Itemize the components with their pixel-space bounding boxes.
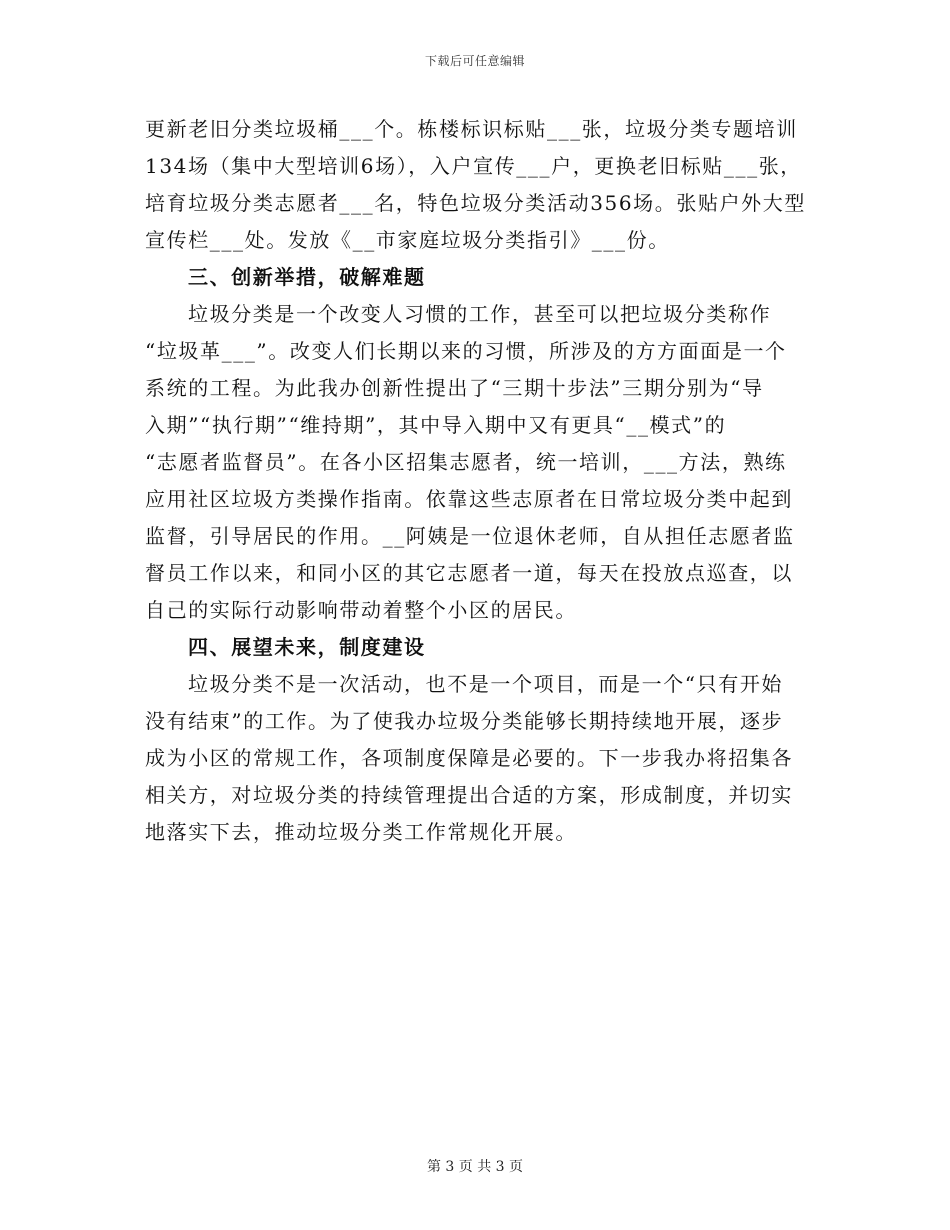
section-heading-4: 四、展望未来，制度建设 bbox=[188, 635, 426, 659]
body-line: 更新老旧分类垃圾桶___个。栋楼标识标贴___张，垃圾分类专题培训 bbox=[145, 117, 798, 141]
body-line: 培育垃圾分类志愿者___名，特色垃圾分类活动356场。张贴户外大型 bbox=[145, 191, 806, 215]
body-line: 宣传栏___处。发放《__市家庭垃圾分类指引》___份。 bbox=[145, 228, 670, 252]
body-line: 没有结束”的工作。为了使我办垃圾分类能够长期持续地开展，逐步 bbox=[145, 709, 784, 733]
body-line: 地落实下去，推动垃圾分类工作常规化开展。 bbox=[145, 820, 577, 844]
body-line: “志愿者监督员”。在各小区招集志愿者，统一培训，___方法，熟练 bbox=[145, 450, 787, 474]
section-heading-3: 三、创新举措，破解难题 bbox=[188, 265, 426, 289]
paragraph-first-line: 垃圾分类不是一次活动，也不是一个项目，而是一个“只有开始 bbox=[188, 672, 784, 696]
body-line: 134场（集中大型培训6场），入户宣传___户，更换老旧标贴___张， bbox=[145, 154, 802, 178]
body-line: “垃圾革___”。改变人们长期以来的习惯，所涉及的方方面面是一个 bbox=[145, 339, 787, 363]
body-line: 系统的工程。为此我办创新性提出了“三期十步法”三期分别为“导 bbox=[145, 376, 764, 400]
body-line: 成为小区的常规工作，各项制度保障是必要的。下一步我办将招集各 bbox=[145, 746, 793, 770]
page-number: 第 3 页 共 3 页 bbox=[426, 1159, 524, 1175]
body-line: 应用社区垃圾方类操作指南。依靠这些志原者在日常垃圾分类中起到 bbox=[145, 487, 793, 511]
body-line: 督员工作以来，和同小区的其它志愿者一道，每天在投放点巡查，以 bbox=[145, 561, 793, 585]
document-body bbox=[145, 111, 811, 851]
body-line: 自己的实际行动影响带动着整个小区的居民。 bbox=[145, 598, 577, 622]
page-header: 下载后可任意编辑 bbox=[424, 54, 525, 68]
paragraph-first-line: 垃圾分类是一个改变人习惯的工作，甚至可以把垃圾分类称作 bbox=[188, 302, 772, 326]
body-line: 相关方，对垃圾分类的持续管理提出合适的方案，形成制度，并切实 bbox=[145, 783, 793, 807]
body-line: 监督，引导居民的作用。__阿姨是一位退休老师，自从担任志愿者监 bbox=[145, 524, 795, 548]
body-line: 入期”“执行期”“维持期”，其中导入期中又有更具“__模式”的 bbox=[145, 413, 727, 437]
